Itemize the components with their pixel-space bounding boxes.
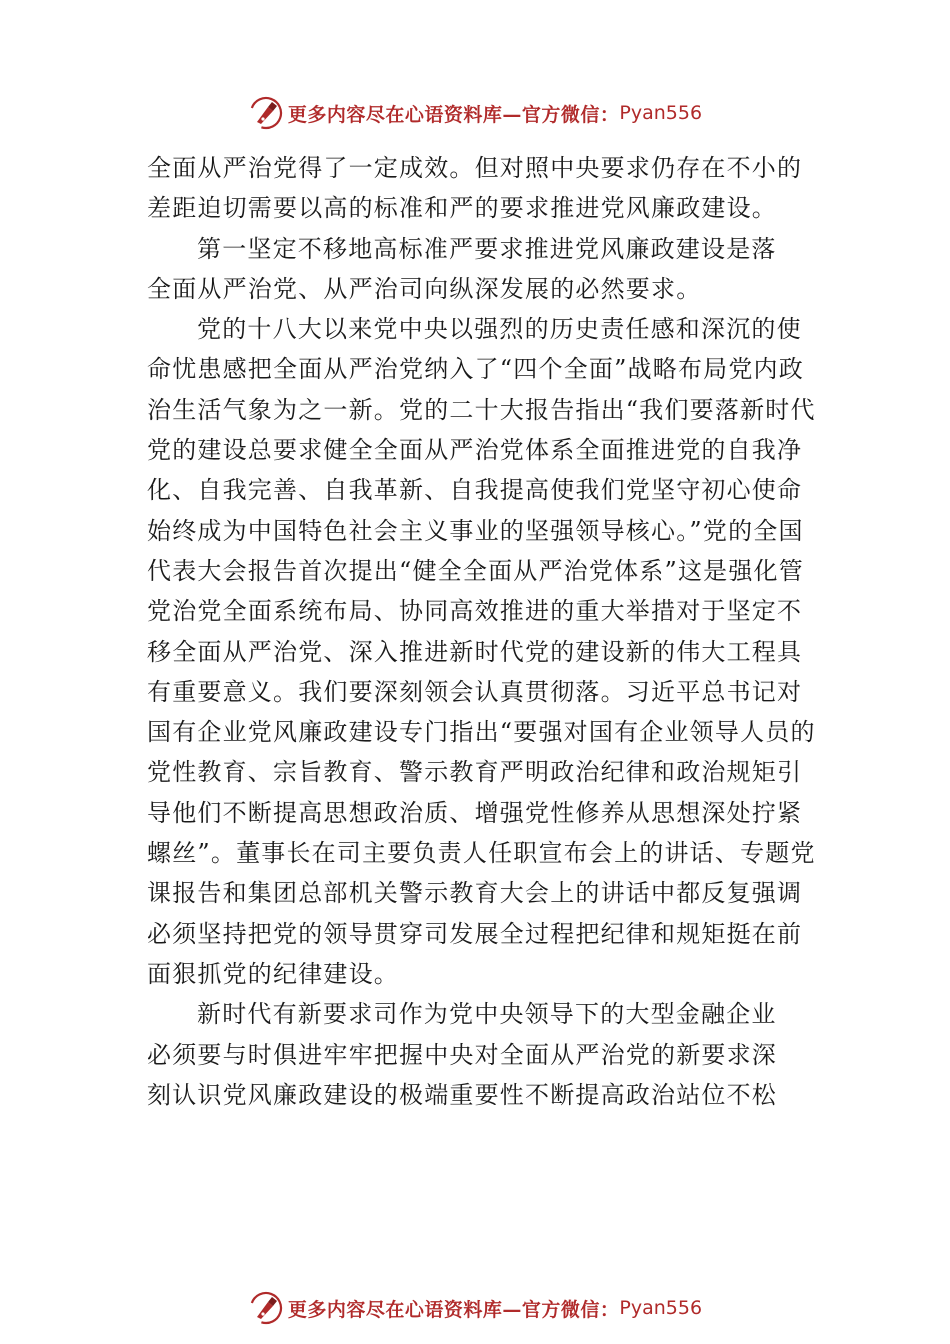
text-line: 党治党全面系统布局、协同高效推进的重大举措对于坚定不 bbox=[147, 597, 803, 626]
text-line: 国有企业党风廉政建设专门指出“要强对国有企业领导人员的 bbox=[147, 718, 816, 747]
text-line: 移全面从严治党、深入推进新时代党的建设新的伟大工程具 bbox=[147, 637, 803, 666]
text-line: 化、自我完善、自我革新、自我提高使我们党坚守初心使命 bbox=[147, 476, 803, 505]
text-line: 党的十八大以来党中央以强烈的历史责任感和深沉的使 bbox=[197, 315, 802, 344]
banner-wechat-handle: Pyan556 bbox=[619, 1297, 703, 1319]
text-line: 必须坚持把党的领导贯穿司发展全过程把纪律和规矩挺在前 bbox=[147, 919, 803, 948]
text-line: 党性教育、宗旨教育、警示教育严明政治纪律和政治规矩引 bbox=[147, 758, 803, 787]
text-line: 面狠抓党的纪律建设。 bbox=[147, 959, 399, 988]
text-line: 全面从严治党、从严治司向纵深发展的必然要求。 bbox=[147, 274, 702, 303]
text-line: 螺丝”。董事长在司主要负责人任职宣布会上的讲话、专题党 bbox=[147, 839, 816, 868]
text-line: 差距迫切需要以高的标准和严的要求推进党风廉政建设。 bbox=[147, 194, 777, 223]
text-line: 始终成为中国特色社会主义事业的坚强领导核心。”党的全国 bbox=[147, 516, 804, 545]
text-line: 治生活气象为之一新。党的二十大报告指出“我们要落新时代 bbox=[147, 395, 816, 424]
text-line: 有重要意义。我们要深刻领会认真贯彻落。习近平总书记对 bbox=[147, 677, 803, 706]
document-body bbox=[147, 148, 827, 1115]
header-banner bbox=[0, 93, 950, 133]
banner-text: 更多内容尽在心语资料库—官方微信： bbox=[287, 103, 620, 126]
text-line: 导他们不断提高思想政治质、增强党性修养从思想深处拧紧 bbox=[147, 798, 803, 827]
text-line: 第一坚定不移地高标准严要求推进党风廉政建设是落 bbox=[197, 234, 777, 263]
text-line: 党的建设总要求健全全面从严治党体系全面推进党的自我净 bbox=[147, 436, 803, 465]
text-line: 新时代有新要求司作为党中央领导下的大型金融企业 bbox=[197, 1000, 777, 1029]
banner-wechat-handle: Pyan556 bbox=[619, 102, 703, 124]
text-line: 刻认识党风廉政建设的极端重要性不断提高政治站位不松 bbox=[147, 1080, 777, 1109]
banner-text: 更多内容尽在心语资料库—官方微信： bbox=[287, 1298, 620, 1321]
pen-nib-logo-icon bbox=[248, 1290, 284, 1326]
text-line: 必须要与时俱进牢牢把握中央对全面从严治党的新要求深 bbox=[147, 1040, 777, 1069]
text-line: 全面从严治党得了一定成效。但对照中央要求仍存在不小的 bbox=[147, 154, 803, 182]
text-line: 命忧患感把全面从严治党纳入了“四个全面”战略布局党内政 bbox=[147, 355, 804, 384]
text-line: 代表大会报告首次提出“健全全面从严治党体系”这是强化管 bbox=[147, 556, 804, 585]
pen-nib-logo-icon bbox=[248, 95, 284, 131]
text-line: 课报告和集团总部机关警示教育大会上的讲话中都反复强调 bbox=[147, 879, 803, 908]
footer-banner bbox=[0, 1288, 950, 1328]
